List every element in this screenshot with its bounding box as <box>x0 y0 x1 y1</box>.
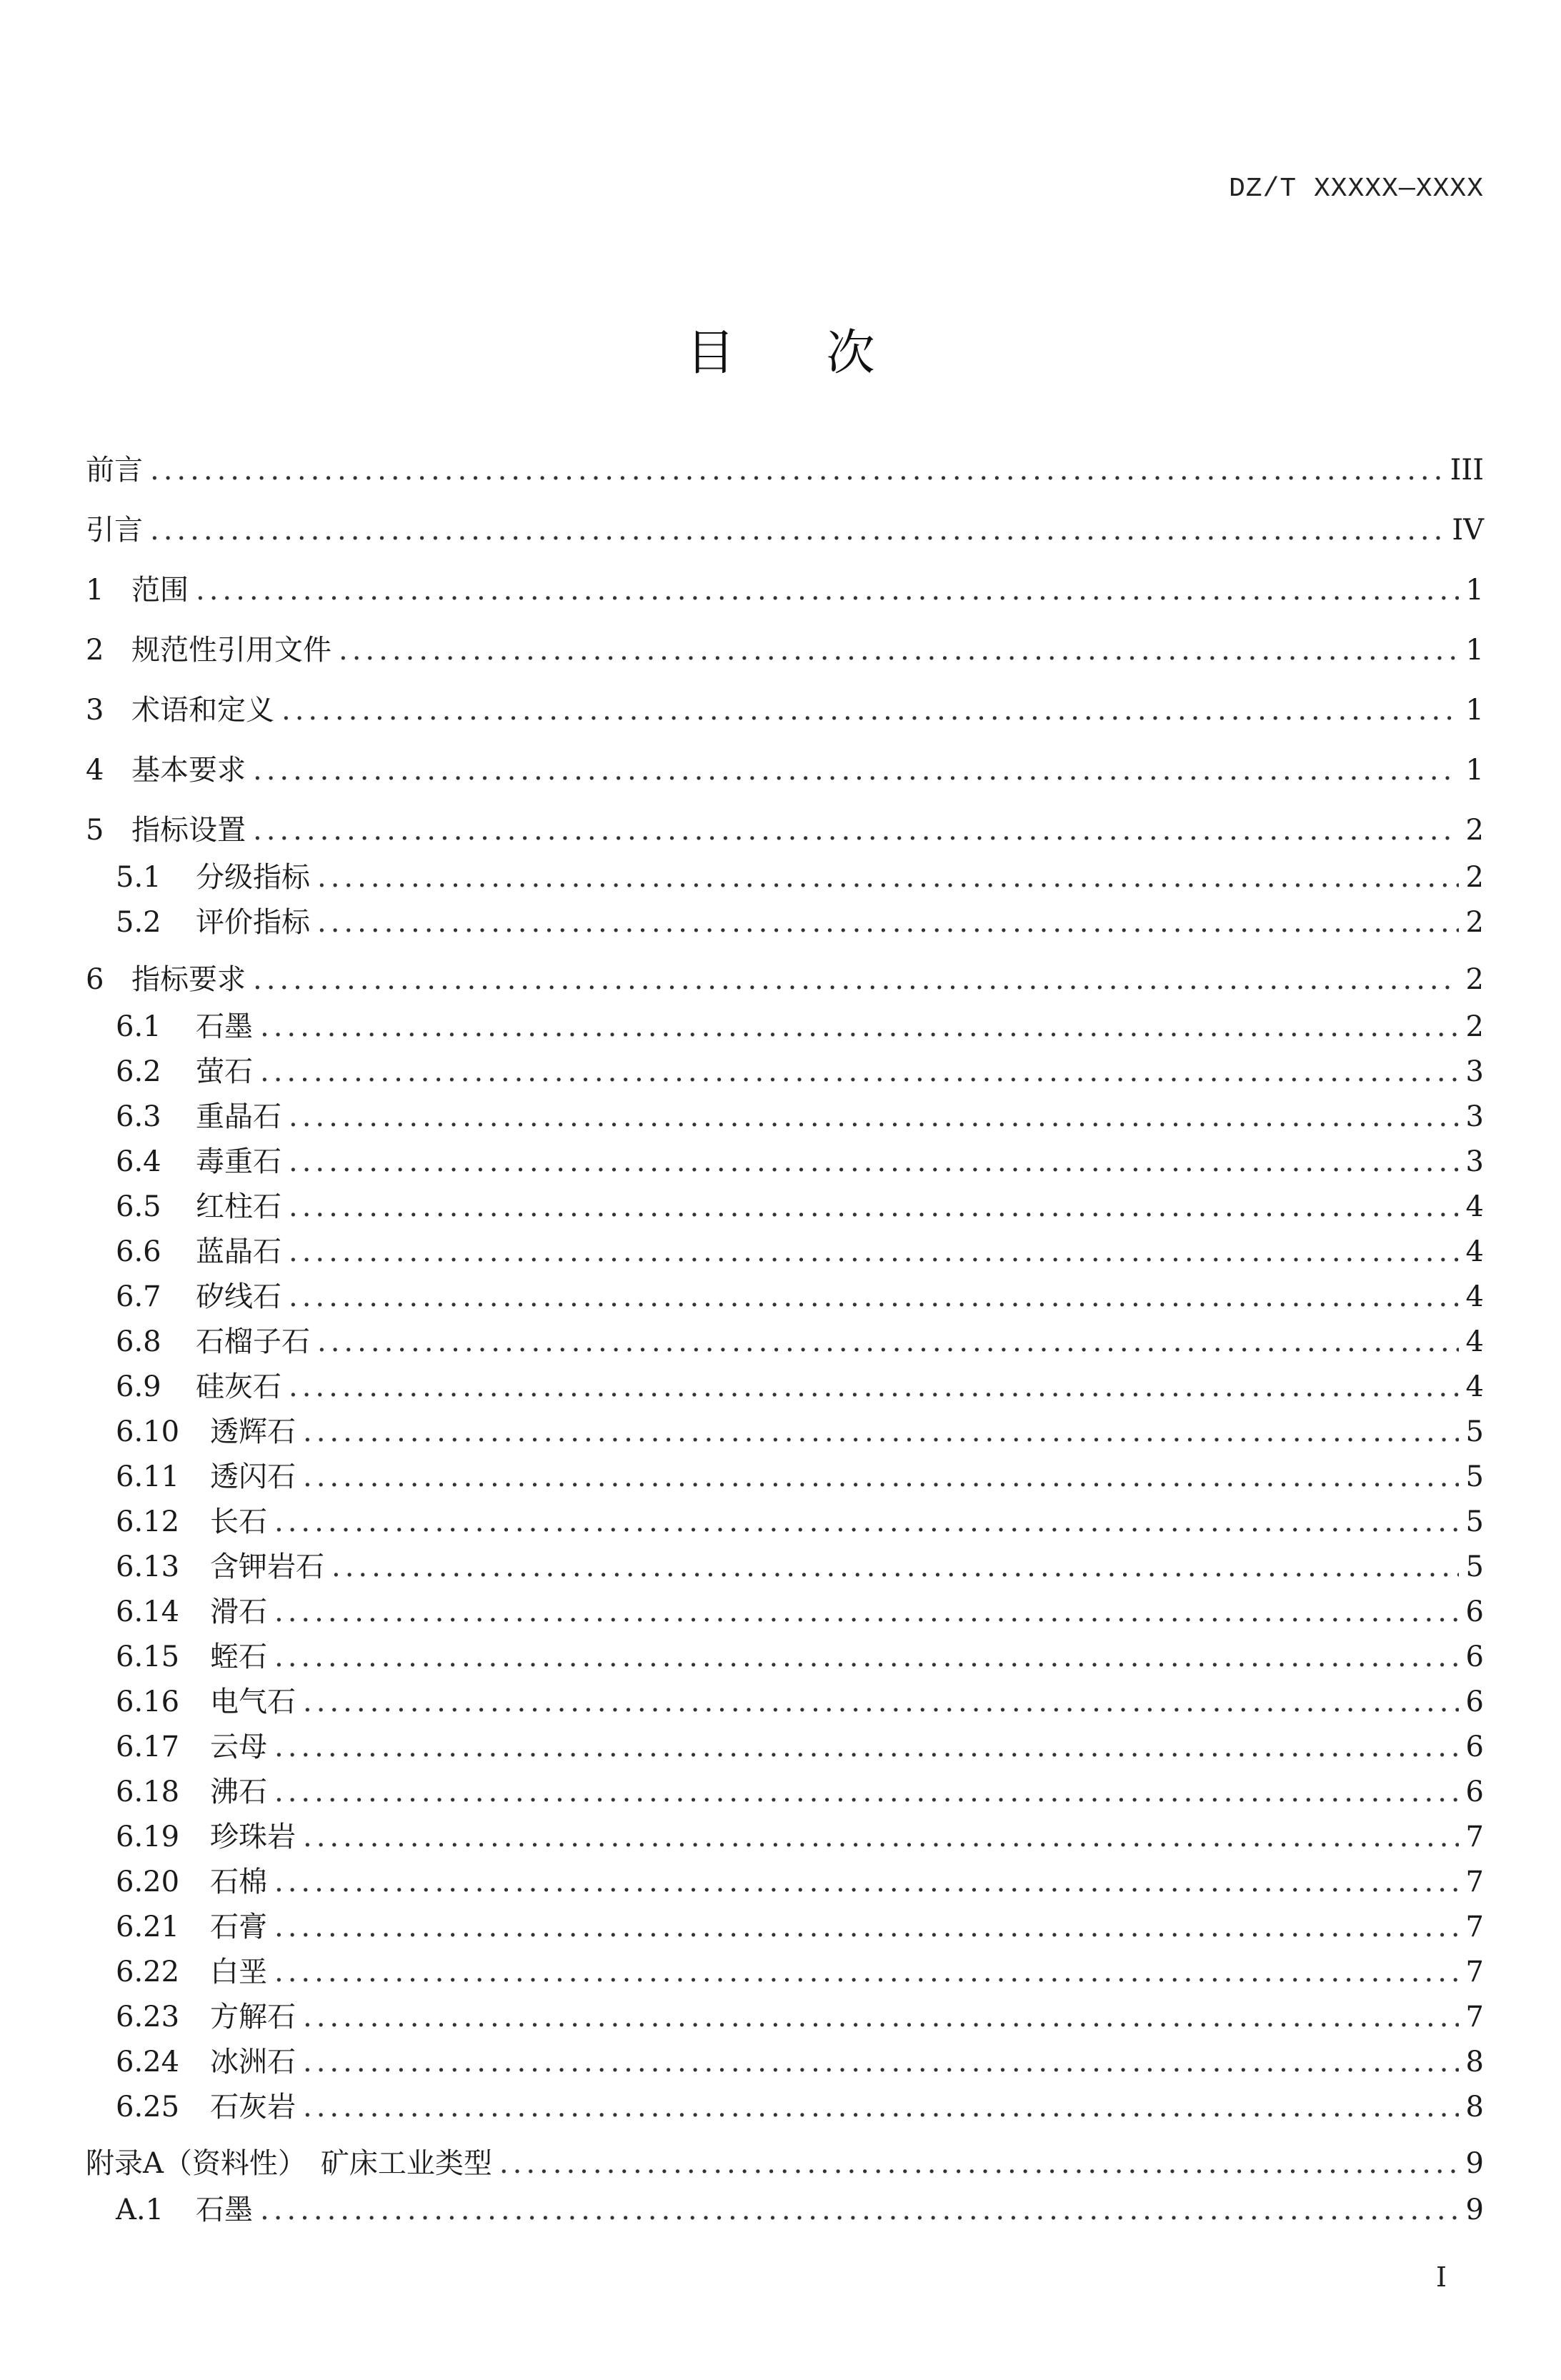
toc-entry-page: 6 <box>1465 1776 1484 1808</box>
toc-entry-title: 云母 <box>210 1731 267 1763</box>
toc-entry-page: 6 <box>1465 1731 1484 1763</box>
toc-entry-page: 4 <box>1465 1235 1484 1268</box>
toc-entry[interactable] <box>86 753 1484 787</box>
toc-entry-page: 2 <box>1465 814 1484 847</box>
dot-leader <box>196 573 1459 607</box>
toc-entry-number: 6.3 <box>116 1100 161 1133</box>
dot-leader <box>253 753 1459 787</box>
dot-leader <box>274 1640 1459 1674</box>
toc-entry-page: 9 <box>1465 2147 1484 2180</box>
toc-entry[interactable] <box>116 1865 1484 1899</box>
toc-entry-title: 石榴子石 <box>196 1325 310 1358</box>
toc-entry-page: 9 <box>1465 2194 1484 2226</box>
dot-leader <box>289 1100 1459 1134</box>
toc-entry[interactable] <box>116 2193 1484 2227</box>
toc-entry[interactable] <box>116 1145 1484 1179</box>
toc-entry-number: 6.7 <box>116 1280 161 1313</box>
toc-entry[interactable] <box>86 693 1484 727</box>
toc-entry-number: 6.16 <box>116 1686 180 1718</box>
toc-entry[interactable] <box>116 1640 1484 1674</box>
toc-entry-page: 5 <box>1465 1505 1484 1538</box>
document-code: DZ/T XXXXX—XXXX <box>1228 174 1484 204</box>
toc-entry[interactable] <box>116 1010 1484 1044</box>
dot-leader <box>150 513 1445 547</box>
toc-entry-page: 1 <box>1465 574 1484 607</box>
toc-entry-number: 6.5 <box>116 1190 161 1223</box>
dot-leader <box>274 1595 1459 1629</box>
toc-entry-page: 2 <box>1465 906 1484 939</box>
dot-leader <box>289 1235 1459 1269</box>
toc-entry-number: 6.1 <box>116 1010 161 1043</box>
toc-entry-number: 6.20 <box>116 1866 180 1898</box>
toc-entry[interactable] <box>86 2146 1484 2181</box>
toc-entry-number: 6.13 <box>116 1550 180 1583</box>
toc-entry-number: 1 <box>86 574 104 607</box>
toc-entry-page: 7 <box>1465 1956 1484 1988</box>
toc-entry[interactable] <box>86 513 1484 547</box>
toc-entry[interactable] <box>86 962 1484 997</box>
toc-entry[interactable] <box>86 573 1484 607</box>
toc-entry[interactable] <box>116 1190 1484 1224</box>
dot-leader <box>289 1190 1459 1224</box>
toc-entry-page: 8 <box>1465 2091 1484 2123</box>
toc-entry-title: 毒重石 <box>196 1145 281 1178</box>
dot-leader <box>274 1775 1459 1809</box>
toc-entry[interactable] <box>86 633 1484 667</box>
toc-entry-number: 6.19 <box>116 1821 180 1853</box>
toc-entry-number: 6.14 <box>116 1595 180 1628</box>
toc-entry-page: 5 <box>1465 1460 1484 1493</box>
toc-entry-number: 6.11 <box>116 1460 180 1493</box>
toc-entry-title: 萤石 <box>196 1055 253 1088</box>
toc-entry-number: 6.8 <box>116 1325 161 1358</box>
toc-entry-number: 4 <box>86 754 104 787</box>
dot-leader <box>260 1010 1459 1044</box>
dot-leader <box>303 2090 1459 2124</box>
dot-leader <box>274 1955 1459 1989</box>
toc-entry[interactable] <box>116 1775 1484 1809</box>
dot-leader <box>289 1280 1459 1314</box>
toc-entry-title: 指标设置 <box>131 814 246 847</box>
toc-entry-title: 引言 <box>86 514 143 547</box>
dot-leader <box>289 1145 1459 1179</box>
toc-entry-title: 附录A（资料性） 矿床工业类型 <box>86 2147 492 2180</box>
toc-entry[interactable] <box>116 1325 1484 1359</box>
toc-entry-number: 6.6 <box>116 1235 161 1268</box>
toc-entry-number: 6.18 <box>116 1776 180 1808</box>
dot-leader <box>260 1055 1459 1089</box>
dot-leader <box>274 1865 1459 1899</box>
toc-entry-page: 3 <box>1465 1100 1484 1133</box>
toc-entry-number: 6.21 <box>116 1911 180 1943</box>
toc-entry-page: 7 <box>1465 1866 1484 1898</box>
dot-leader <box>303 2045 1459 2079</box>
toc-entry-number: 5 <box>86 814 104 847</box>
toc-entry-number: 6.10 <box>116 1415 180 1448</box>
toc-entry-title: 规范性引用文件 <box>131 634 331 667</box>
toc-entry[interactable] <box>116 1370 1484 1404</box>
toc-entry[interactable] <box>116 905 1484 940</box>
toc-entry[interactable] <box>116 1100 1484 1134</box>
toc-entry-title: 石膏 <box>210 1911 267 1943</box>
toc-entry[interactable] <box>116 2090 1484 2124</box>
toc-entry[interactable] <box>116 1685 1484 1719</box>
dot-leader <box>303 1820 1459 1854</box>
toc-entry-page: 6 <box>1465 1595 1484 1628</box>
toc-entry-title: 透辉石 <box>210 1415 296 1448</box>
toc-entry[interactable] <box>116 1820 1484 1854</box>
toc-entry-title: 方解石 <box>210 2001 296 2033</box>
toc-entry-page: 1 <box>1465 634 1484 667</box>
toc-entry-page: 8 <box>1465 2046 1484 2078</box>
toc-entry[interactable] <box>116 1505 1484 1539</box>
toc-entry-number: 6.12 <box>116 1505 180 1538</box>
toc-entry-title: 蓝晶石 <box>196 1235 281 1268</box>
toc-entry[interactable] <box>116 2045 1484 2079</box>
toc-entry[interactable] <box>116 1910 1484 1944</box>
toc-entry-title: 石墨 <box>196 1010 253 1043</box>
toc-entry-number: A.1 <box>116 2194 164 2226</box>
toc-entry-page: 7 <box>1465 2001 1484 2033</box>
toc-entry-number: 6.4 <box>116 1145 161 1178</box>
toc-entry-title: 基本要求 <box>131 754 246 787</box>
toc-entry-page: 3 <box>1465 1055 1484 1088</box>
toc-entry[interactable] <box>86 453 1484 487</box>
toc-entry-title: 重晶石 <box>196 1100 281 1133</box>
toc-entry-number: 5.2 <box>116 906 161 939</box>
toc-entry-title: 长石 <box>210 1505 267 1538</box>
dot-leader <box>150 453 1443 487</box>
toc-entry-number: 6 <box>86 963 104 996</box>
toc-entry-page: 6 <box>1465 1686 1484 1718</box>
toc-entry-title: 硅灰石 <box>196 1370 281 1403</box>
dot-leader <box>339 633 1459 667</box>
toc-entry-title: 滑石 <box>210 1595 267 1628</box>
toc-entry[interactable] <box>116 1055 1484 1089</box>
toc-entry-number: 6.25 <box>116 2091 180 2123</box>
toc-entry-title: 指标要求 <box>131 963 246 996</box>
dot-leader <box>274 1910 1459 1944</box>
dot-leader <box>274 1730 1459 1764</box>
dot-leader <box>303 1460 1459 1494</box>
toc-entry-title: 范围 <box>131 574 189 607</box>
toc-entry-title: 冰洲石 <box>210 2046 296 2078</box>
toc-entry-title: 石灰岩 <box>210 2091 296 2123</box>
toc-entry-number: 6.2 <box>116 1055 161 1088</box>
toc-entry-title: 沸石 <box>210 1776 267 1808</box>
toc-entry-number: 5.1 <box>116 861 161 894</box>
toc-entry-page: 1 <box>1465 694 1484 727</box>
toc-entry-page: III <box>1450 454 1484 487</box>
dot-leader <box>499 2146 1459 2181</box>
toc-entry-title: 术语和定义 <box>131 694 274 727</box>
toc-entry-title: 透闪石 <box>210 1460 296 1493</box>
toc-entry[interactable] <box>116 1415 1484 1449</box>
dot-leader <box>260 2193 1459 2227</box>
toc-entry-page: 7 <box>1465 1821 1484 1853</box>
dot-leader <box>253 962 1459 997</box>
toc-entry-title: 蛭石 <box>210 1640 267 1673</box>
dot-leader <box>317 860 1459 895</box>
toc-entry-page: 3 <box>1465 1145 1484 1178</box>
toc-entry-page: 2 <box>1465 1010 1484 1043</box>
toc-entry-number: 6.24 <box>116 2046 180 2078</box>
toc-entry[interactable] <box>116 860 1484 895</box>
toc-entry-number: 6.15 <box>116 1640 180 1673</box>
dot-leader <box>303 1685 1459 1719</box>
dot-leader <box>274 1505 1459 1539</box>
toc-entry-page: 2 <box>1465 861 1484 894</box>
toc-entry[interactable] <box>116 1955 1484 1989</box>
toc-entry-page: 4 <box>1465 1325 1484 1358</box>
dot-leader <box>317 905 1459 940</box>
toc-entry[interactable] <box>86 813 1484 847</box>
toc-entry-number: 6.17 <box>116 1731 180 1763</box>
toc-entry-title: 石墨 <box>196 2194 253 2226</box>
toc-entry-page: 4 <box>1465 1370 1484 1403</box>
toc-entry-page: IV <box>1452 514 1484 547</box>
toc-entry-page: 4 <box>1465 1280 1484 1313</box>
toc-entry-title: 白垩 <box>210 1956 267 1988</box>
toc-entry-title: 前言 <box>86 454 143 487</box>
toc-entry[interactable] <box>116 1730 1484 1764</box>
toc-entry-page: 5 <box>1465 1415 1484 1448</box>
page-title: 目次 <box>686 325 967 382</box>
toc-entry-title: 珍珠岩 <box>210 1821 296 1853</box>
toc-entry-number: 6.22 <box>116 1956 180 1988</box>
toc-entry-page: 4 <box>1465 1190 1484 1223</box>
dot-leader <box>253 813 1459 847</box>
toc-entry-page: 1 <box>1465 754 1484 787</box>
dot-leader <box>317 1325 1459 1359</box>
toc-entry-title: 分级指标 <box>196 861 310 894</box>
toc-entry[interactable] <box>116 1235 1484 1269</box>
dot-leader <box>303 2000 1459 2034</box>
dot-leader <box>281 693 1459 727</box>
dot-leader <box>303 1415 1459 1449</box>
toc-entry[interactable] <box>116 1280 1484 1314</box>
toc-entry[interactable] <box>116 1550 1484 1584</box>
toc-entry-title: 石棉 <box>210 1866 267 1898</box>
toc-entry-page: 6 <box>1465 1640 1484 1673</box>
toc-entry[interactable] <box>116 1460 1484 1494</box>
toc-entry-title: 电气石 <box>210 1686 296 1718</box>
toc-entry-title: 矽线石 <box>196 1280 281 1313</box>
toc-entry[interactable] <box>116 1595 1484 1629</box>
toc-entry-page: 7 <box>1465 1911 1484 1943</box>
dot-leader <box>289 1370 1459 1404</box>
toc-entry-page: 2 <box>1465 963 1484 996</box>
toc-entry-number: 2 <box>86 634 104 667</box>
toc-entry[interactable] <box>116 2000 1484 2034</box>
toc-entry-number: 6.23 <box>116 2001 180 2033</box>
toc-entry-title: 红柱石 <box>196 1190 281 1223</box>
toc-entry-page: 5 <box>1465 1550 1484 1583</box>
toc-entry-number: 6.9 <box>116 1370 161 1403</box>
dot-leader <box>331 1550 1459 1584</box>
toc-entry-title: 含钾岩石 <box>210 1550 324 1583</box>
page-number: I <box>1435 2261 1447 2293</box>
toc-entry-number: 3 <box>86 694 104 727</box>
toc-entry-title: 评价指标 <box>196 906 310 939</box>
